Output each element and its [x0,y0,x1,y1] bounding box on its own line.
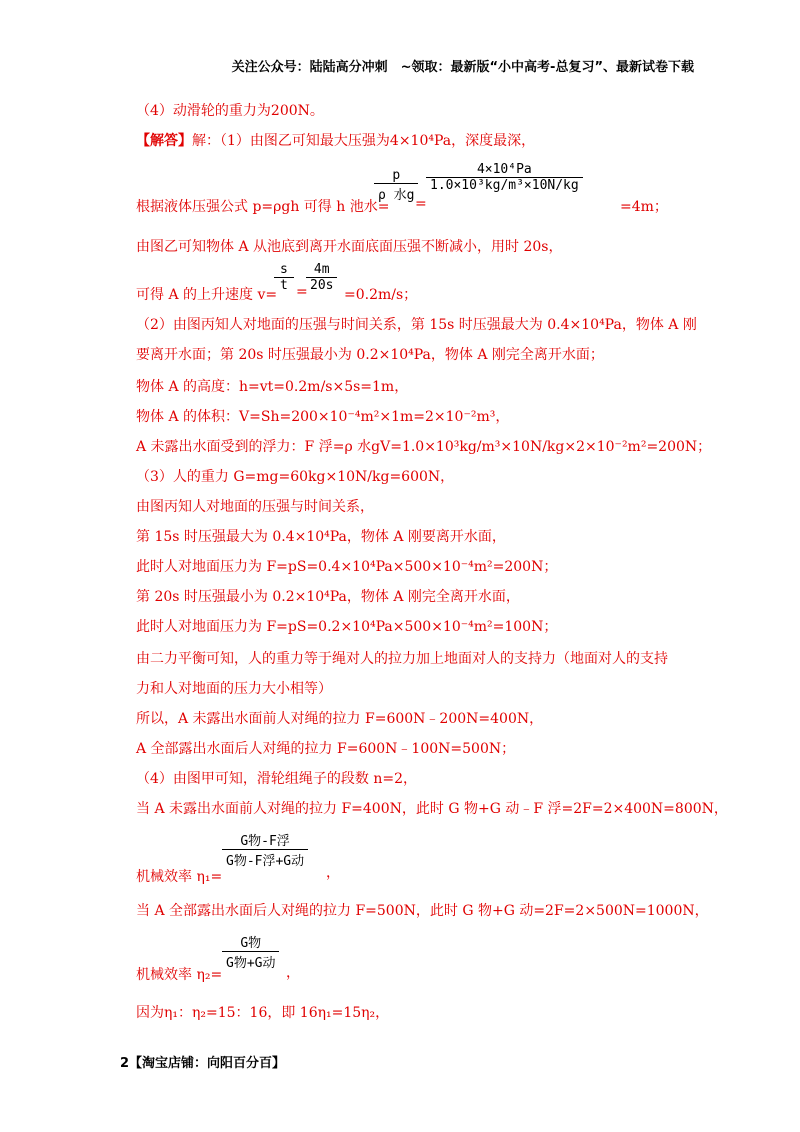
text-line: （4）动滑轮的重力为200N。 [136,103,324,119]
text-line: 此时人对地面压力为 F=pS=0.4×10⁴Pa×500×10⁻⁴m²=200N； [136,559,558,575]
text-line: 当 A 未露出水面前人对绳的拉力 F=400N，此时 G 物+G 动﹣F 浮=2F=2×400N=800N， [136,801,728,817]
text-line: （2）由图丙知人对地面的压强与时间关系，第 15s 时压强最大为 0.4×10⁴Pa，物体 A 刚 [136,317,697,333]
text-line: A 未露出水面受到的浮力：F 浮=ρ 水gV=1.0×10³kg/m³×10N/kg×2×10⁻²m²=200N； [136,439,712,455]
fraction: 4m 20s [306,262,337,293]
text-line: （4）由图甲可知，滑轮组绳子的段数 n=2， [136,771,418,787]
text-line: （3）人的重力 G=mg=60kg×10N/kg=600N， [136,469,455,485]
answer-tag: 【解答】 [136,133,192,149]
text-line: 物体 A 的体积：V=Sh=200×10⁻⁴m²×1m=2×10⁻²m³， [136,409,510,425]
fraction: G物 G物+G动 [222,932,279,971]
text: =4m； [620,199,668,215]
fraction: p ρ 水g [374,168,418,203]
text-line: 机械效率 η₂= [136,967,223,983]
fraction: s t [274,262,294,293]
text-line: 由图乙可知物体 A 从池底到离开水面底面压强不断减小，用时 20s， [136,239,563,255]
text-line: 由二力平衡可知，人的重力等于绳对人的拉力加上地面对人的支持力（地面对人的支持 [136,651,668,667]
text-line: 要离开水面；第 20s 时压强最小为 0.2×10⁴Pa，物体 A 刚完全离开水面； [136,347,604,363]
page-footer: 2【淘宝店铺：向阳百分百】 [120,1056,286,1071]
text-line: 第 15s 时压强最大为 0.4×10⁴Pa，物体 A 刚要离开水面， [136,529,506,545]
page-header: 关注公众号：陆陆高分冲刺 ~领取：最新版“小中高考-总复习”、最新试卷下载 [231,60,694,75]
text-line: 可得 A 的上升速度 v= [136,287,278,303]
text-line: A 全部露出水面后人对绳的拉力 F=600N﹣100N=500N； [136,741,516,757]
text-line: 此时人对地面压力为 F=pS=0.2×10⁴Pa×500×10⁻⁴m²=100N； [136,619,558,635]
text-line: 根据液体压强公式 p=ρgh 可得 h 池水= [136,199,390,215]
text-line: 因为η₁：η₂=15：16，即 16η₁=15η₂， [136,1005,390,1021]
text-line: 由图丙知人对地面的压强与时间关系， [136,499,374,515]
text: 解：（1）由图乙可知最大压强为4×10⁴Pa，深度最深， [192,133,536,149]
fraction: G物-F浮 G物-F浮+G动 [222,830,308,869]
fraction: 4×10⁴Pa 1.0×10³kg/m³×10N/kg [426,162,583,193]
answer-line [136,130,535,150]
text-line: 第 20s 时压强最小为 0.2×10⁴Pa，物体 A 刚完全离开水面， [136,589,520,605]
text-line: 所以，A 未露出水面前人对绳的拉力 F=600N﹣200N=400N， [136,711,544,727]
text: ， [286,965,300,981]
text-line: 当 A 全部露出水面后人对绳的拉力 F=500N，此时 G 物+G 动=2F=2×500N=1000N， [136,903,709,919]
text: ， [326,865,340,881]
text-line: 力和人对地面的压力大小相等） [136,681,332,697]
text-line: 物体 A 的高度：h=vt=0.2m/s×5s=1m， [136,379,409,395]
text: =0.2m/s； [344,287,418,303]
text-line: 机械效率 η₁= [136,869,223,885]
